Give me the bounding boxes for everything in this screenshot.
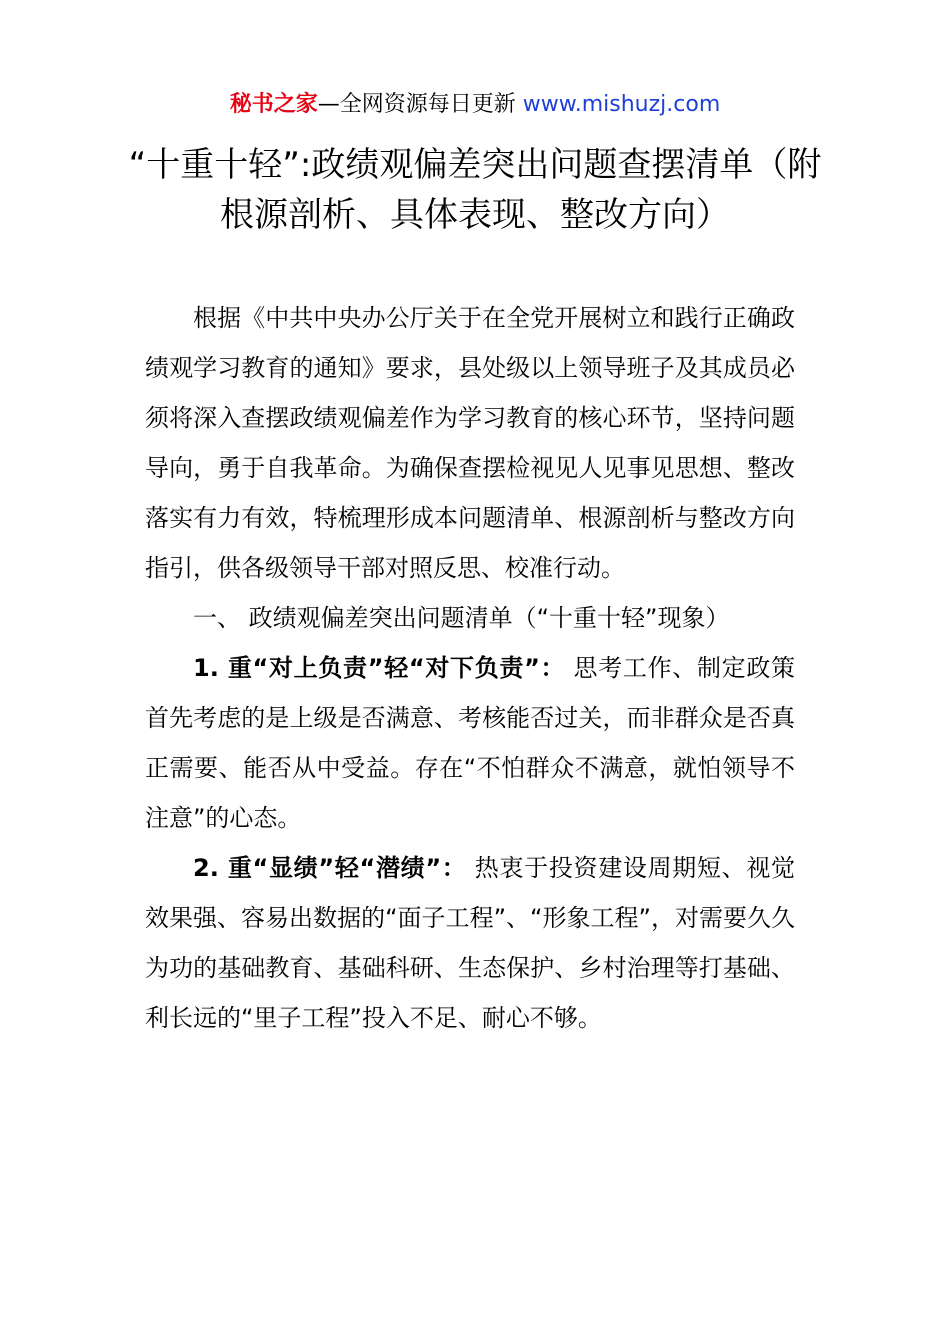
- section-heading: 一、 政绩观偏差突出问题清单（“十重十轻”现象）: [193, 604, 730, 632]
- brand-name: 秘书之家: [229, 92, 318, 117]
- document-body: [145, 293, 795, 1043]
- site-header: [0, 88, 950, 122]
- item-lead: 1. 重“对上负责”轻“对下负责”：: [193, 654, 566, 682]
- list-item: [145, 643, 795, 843]
- item-text: 思考工作、制定政策首先考虑的是上级是否满意、考核能否过关，而非群众是否真正需要、能否从中受益。存在“不怕群众不满意，就怕领导不注意”的心态。: [145, 654, 796, 832]
- intro-paragraph: 根据《中共中央办公厅关于在全党开展树立和践行正确政绩观学习教育的通知》要求，县处级以上领导班子及其成员必须将深入查摆政绩观偏差作为学习教育的核心环节，坚持问题导向，勇于自我革命。为确保查摆检视见人见事见思想、整改落实有力有效，特梳理形成本问题清单、根源剖析与整改方向指引，供各级领导干部对照反思、校准行动。: [145, 304, 795, 582]
- header-tagline: —全网资源每日更新: [317, 92, 523, 117]
- item-text: 热衷于投资建设周期短、视觉效果强、容易出数据的“面子工程”、“形象工程”，对需要久久为功的基础教育、基础科研、生态保护、乡村治理等打基础、利长远的“里子工程”投入不足、耐心不够。: [145, 854, 796, 1032]
- list-item: [145, 843, 795, 1043]
- site-url[interactable]: www.mishuzj.com: [522, 92, 721, 117]
- document-title: “十重十轻”:政绩观偏差突出问题查摆清单（附根源剖析、具体表现、整改方向）: [128, 145, 822, 235]
- item-lead: 2. 重“显绩”轻“潜绩”：: [193, 854, 467, 882]
